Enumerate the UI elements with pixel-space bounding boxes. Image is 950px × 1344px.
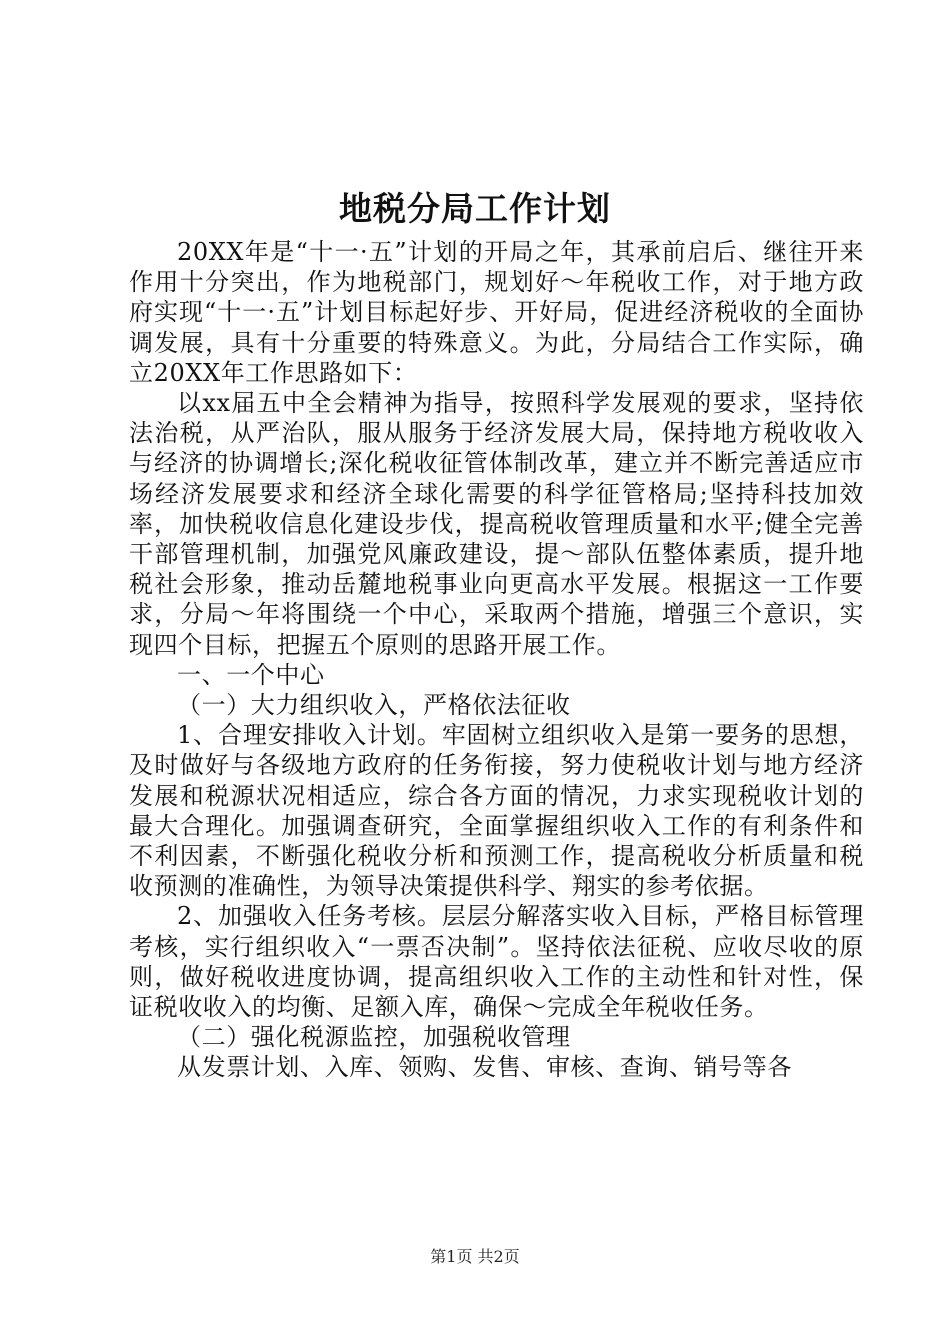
paragraph-revenue-plan: 1、合理安排收入计划。牢固树立组织收入是第一要务的思想，及时做好与各级地方政府的任务衔接，努力使税收计划与地方经济发展和税源状况相适应，综合各方面的情况，力求实现税收计划的最大合理化。加强调查研究，全面掌握组织收入工作的有利条件和不利因素，不断强化税收分析和预测工作，提高税收分析质量和税收预测的准确性，为领导决策提供科学、翔实的参考依据。 <box>129 721 864 901</box>
paragraph-revenue-assessment: 2、加强收入任务考核。层层分解落实收入目标，严格目标管理考核，实行组织收入“一票否决制”。坚持依法征税、应收尽收的原则，做好税收进度协调，提高组织收入工作的主动性和针对性，保证税收收入的均衡、足额入库，确保～完成全年税收任务。 <box>129 902 864 1022</box>
subsection-heading-tax-source-monitoring: （二）强化税源监控，加强税收管理 <box>177 1023 571 1052</box>
paragraph-intro: 20XX年是“十一·五”计划的开局之年，其承前启后、继往开来作用十分突出，作为地税部门，规划好～年税收工作，对于地方政府实现“十一·五”计划目标起好步、开好局，促进经济税收的全面协调发展，具有十分重要的特殊意义。为此，分局结合工作实际，确立20XX年工作思路如下： <box>129 238 864 387</box>
page-footer: 第1页 共2页 <box>430 1247 520 1266</box>
section-heading-one-center: 一、一个中心 <box>177 660 325 689</box>
paragraph-invoice-management: 从发票计划、入库、领购、发售、审核、查询、销号等各 <box>177 1053 792 1082</box>
subsection-heading-organize-revenue: （一）大力组织收入，严格依法征收 <box>177 691 571 720</box>
document-body <box>129 237 864 1083</box>
paragraph-guiding-thought: 以xx届五中全会精神为指导，按照科学发展观的要求，坚持依法治税，从严治队，服从服务于经济发展大局，保持地方税收收入与经济的协调增长;深化税收征管体制改革，建立并不断完善适应市场经济发展要求和经济全球化需要的科学征管格局;坚持科技加效率，加快税收信息化建设步伐，提高税收管理质量和水平;健全完善干部管理机制，加强党风廉政建设，提～部队伍整体素质，提升地税社会形象，推动岳麓地税事业向更高水平发展。根据这一工作要求，分局～年将围绕一个中心，采取两个措施，增强三个意识，实现四个目标，把握五个原则的思路开展工作。 <box>129 389 864 659</box>
document-title: 地税分局工作计划 <box>339 189 611 228</box>
